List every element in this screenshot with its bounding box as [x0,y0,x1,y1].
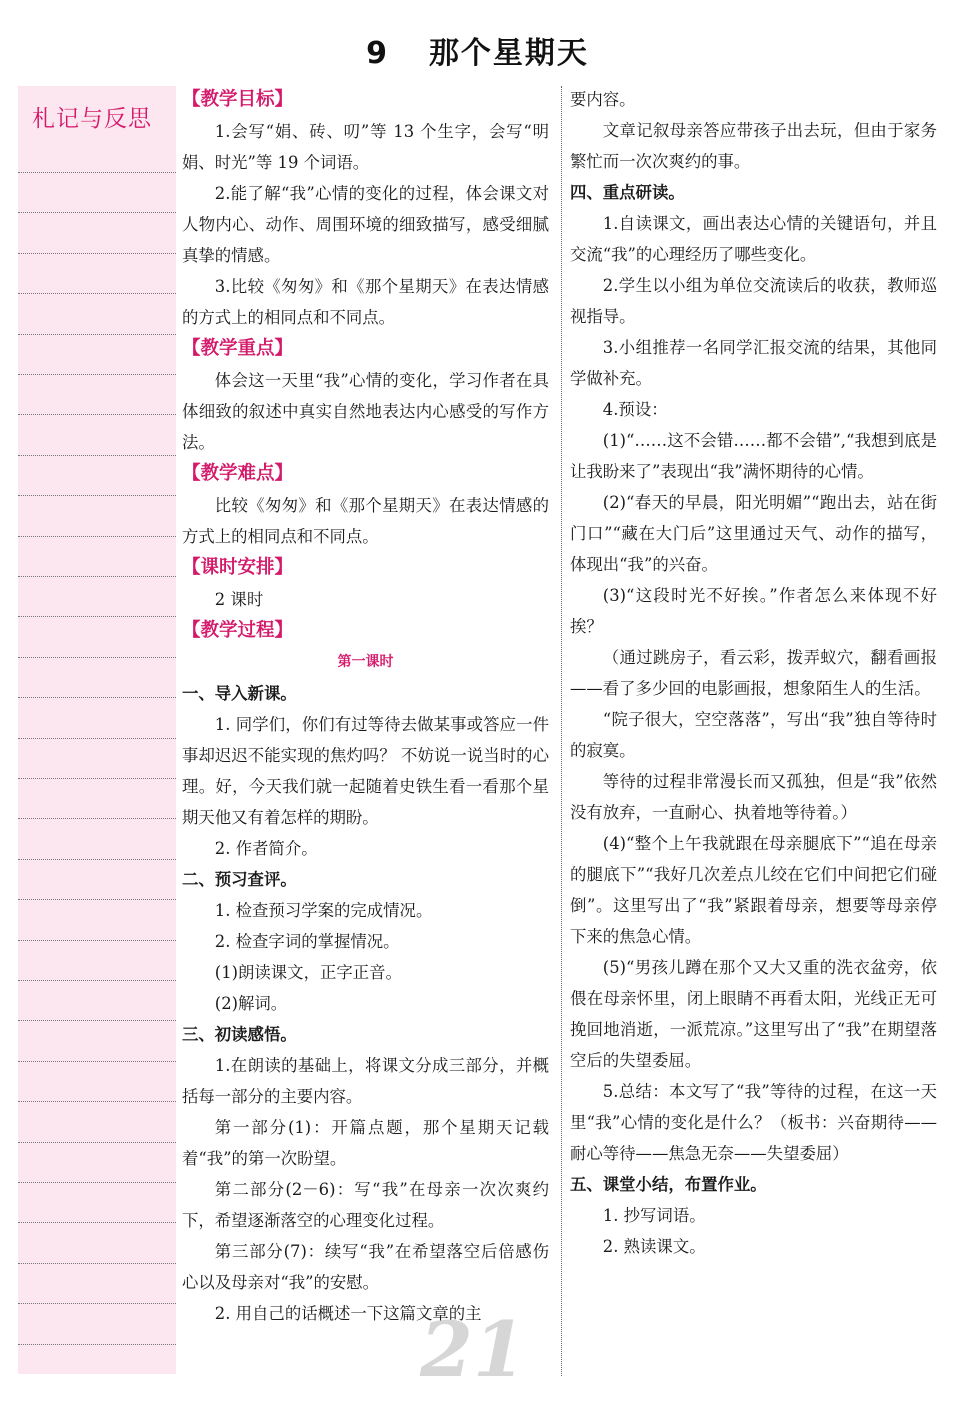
note-line [18,253,176,254]
note-line [18,738,176,739]
note-line [18,1020,176,1021]
paragraph: 比较《匆匆》和《那个星期天》在表达情感的方式上的相同点和不同点。 [182,496,549,546]
note-line [18,1263,176,1264]
section-heading-difficulty: 【教学难点】 [182,463,294,484]
column-divider [561,86,562,1376]
step-heading: 三、初读感悟。 [182,1025,297,1044]
sidebar-title: 札记与反思 [32,106,152,132]
note-line [18,1303,176,1304]
paragraph: 1. 抄写词语。 [602,1206,706,1225]
step-heading: 一、导入新课。 [182,684,297,703]
paragraph: （通过跳房子，看云彩，拨弄蚁穴，翻看画报——看了多少回的电影画报，想象陌生人的生活。 [570,648,937,698]
paragraph: (2)解词。 [214,994,288,1013]
paragraph: 2. 熟读课文。 [602,1237,706,1256]
note-line [18,818,176,819]
note-line [18,455,176,456]
note-line [18,1344,176,1345]
paragraph: 2 课时 [214,590,264,609]
note-line [18,293,176,294]
step-heading: 四、重点研读。 [570,183,685,202]
page-title [0,28,955,72]
paragraph: 4.预设： [602,400,668,419]
paragraph: 2.学生以小组为单位交流读后的收获，教师巡视指导。 [570,276,937,326]
section-heading-schedule: 【课时安排】 [182,557,294,578]
paragraph: 3.小组推荐一名同学汇报交流的结果，其他同学做补充。 [570,338,937,388]
paragraph: (1)朗读课文，正字正音。 [214,963,402,982]
paragraph: 文章记叙母亲答应带孩子出去玩，但由于家务繁忙而一次次爽约的事。 [570,121,937,171]
note-line [18,899,176,900]
paragraph: (4)“整个上午我就跟在母亲腿底下”“追在母亲的腿底下”“我好几次差点儿绞在它们中间把它们碰倒”。这里写出了“我”紧跟着母亲，想要等母亲停下来的焦急心情。 [570,834,937,946]
paragraph: 2.能了解“我”心情的变化的过程，体会课文对人物内心、动作、周围环境的细致描写，感受细腻真挚的情感。 [182,184,549,265]
paragraph: 1. 检查预习学案的完成情况。 [214,901,433,920]
note-line [18,172,176,173]
paragraph: 2. 作者简介。 [214,839,318,858]
right-column [570,84,937,1262]
note-line [18,334,176,335]
paragraph: 2. 用自己的话概述一下这篇文章的主 [214,1304,482,1323]
note-line [18,576,176,577]
section-heading-process: 【教学过程】 [182,620,294,641]
note-line [18,657,176,658]
paragraph: 1.自读课文，画出表达心情的关键语句，并且交流“我”的心理经历了哪些变化。 [570,214,937,264]
note-line [18,414,176,415]
paragraph: (3)“这段时光不好挨。”作者怎么来体现不好挨？ [570,586,937,636]
paragraph: 要内容。 [570,90,636,109]
paragraph: (2)“春天的早晨，阳光明媚”“跑出去，站在街门口”“藏在大门后”这里通过天气、动作的描写，体现出“我”的兴奋。 [570,493,937,574]
note-line [18,495,176,496]
note-line [18,616,176,617]
lesson-title: 那个星期天 [428,36,589,71]
left-column [182,84,549,1329]
note-line [18,980,176,981]
note-line [18,778,176,779]
paragraph: 第二部分(2－6)：写“我”在母亲一次次爽约下，希望逐渐落空的心理变化过程。 [182,1180,549,1230]
note-line [18,697,176,698]
paragraph: “院子很大，空空落落”，写出“我”独自等待时的寂寞。 [570,710,937,760]
paragraph: 等待的过程非常漫长而又孤独，但是“我”依然没有放弃，一直耐心、执着地等待着。） [570,772,937,822]
note-line [18,940,176,941]
period-title: 第一课时 [337,654,394,670]
step-heading: 五、课堂小结，布置作业。 [570,1175,767,1194]
section-heading-goals: 【教学目标】 [182,89,294,110]
note-line [18,1142,176,1143]
note-line [18,1182,176,1183]
paragraph: 1.会写“娟、砖、叨”等 13 个生字，会写“明娟、时光”等 19 个词语。 [182,122,549,172]
note-line [18,1101,176,1102]
section-heading-key: 【教学重点】 [182,338,294,359]
note-line [18,536,176,537]
page-number: 21 [420,1305,526,1394]
paragraph: 第三部分(7)：续写“我”在希望落空后倍感伤心以及母亲对“我”的安慰。 [182,1242,549,1292]
note-line [18,212,176,213]
paragraph: 1.在朗读的基础上，将课文分成三部分，并概括每一部分的主要内容。 [182,1056,549,1106]
paragraph: (5)“男孩儿蹲在那个又大又重的洗衣盆旁，依偎在母亲怀里，闭上眼睛不再看太阳，光线正无可挽回地消逝，一派荒凉。”这里写出了“我”在期望落空后的失望委屈。 [570,958,937,1070]
paragraph: 2. 检查字词的掌握情况。 [214,932,400,951]
step-heading: 二、预习查评。 [182,870,297,889]
paragraph: (1)“……这不会错……都不会错”,“我想到底是让我盼来了”表现出“我”满怀期待的心情。 [570,431,937,481]
paragraph: 第一部分(1)：开篇点题，那个星期天记载着“我”的第一次盼望。 [182,1118,549,1168]
paragraph: 体会这一天里“我”心情的变化，学习作者在具体细致的叙述中真实自然地表达内心感受的写作方法。 [182,371,549,452]
paragraph: 3.比较《匆匆》和《那个星期天》在表达情感的方式上的相同点和不同点。 [182,277,549,327]
note-line [18,1222,176,1223]
note-line [18,1061,176,1062]
notes-sidebar [18,86,176,1374]
note-line [18,374,176,375]
paragraph: 1. 同学们，你们有过等待去做某事或答应一件事却迟迟不能实现的焦灼吗？ 不妨说一说当时的心理。好，今天我们就一起随着史铁生看一看那个星期天他又有着怎样的期盼。 [182,715,549,827]
paragraph: 5.总结：本文写了“我”等待的过程，在这一天里“我”心情的变化是什么？（板书：兴奋期待——耐心等待——焦急无奈——失望委屈） [570,1082,937,1163]
lesson-number: 9 [366,36,389,71]
note-line [18,859,176,860]
